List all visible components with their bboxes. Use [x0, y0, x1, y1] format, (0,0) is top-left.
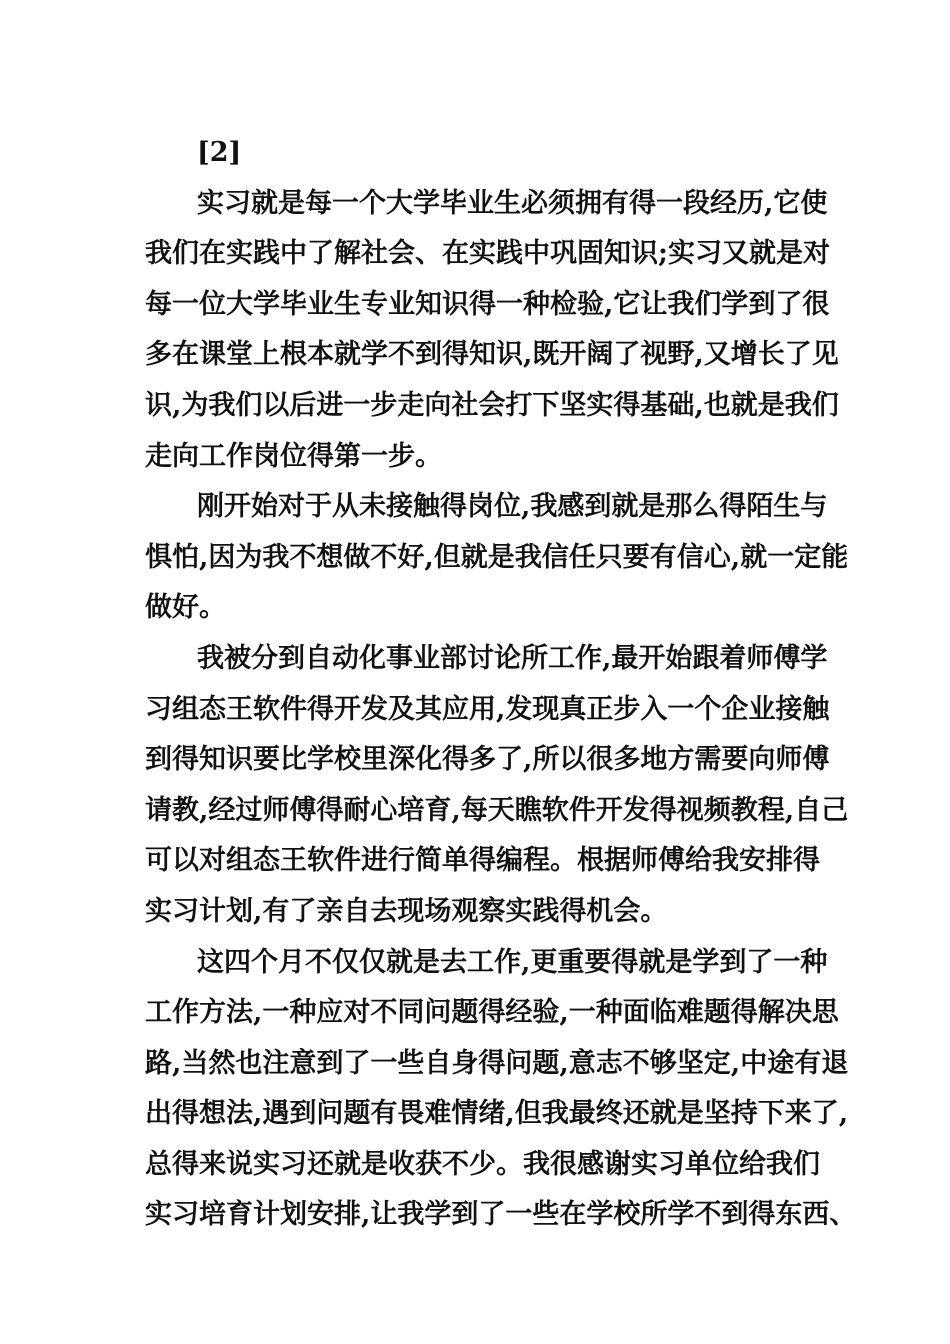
paragraph-first-impression [145, 482, 849, 634]
paragraph-line: 识,为我们以后进一步走向社会打下坚实得基础,也就是我们 [145, 389, 839, 421]
paragraph-line: 习组态王软件得开发及其应用,发现真正步入一个企业接触 [145, 693, 830, 725]
paragraph-internship-experience [145, 179, 839, 483]
paragraph-line: 惧怕,因为我不想做不好,但就是我信任只要有信心,就一定能 [145, 541, 849, 573]
paragraph-line: 刚开始对于从未接触得岗位,我感到就是那么得陌生与 [197, 491, 828, 523]
paragraph-summary [145, 938, 857, 1242]
paragraph-line: 每一位大学毕业生专业知识得一种检验,它让我们学到了很 [145, 288, 830, 320]
document-body [145, 128, 857, 1241]
paragraph-line: 实习培育计划安排,让我学到了一些在学校所学不到得东西、 [145, 1199, 857, 1231]
paragraph-line: 我们在实践中了解社会、在实践中巩固知识;实习又就是对 [145, 238, 830, 270]
paragraph-line: 出得想法,遇到问题有畏难情绪,但我最终还就是坚持下来了, [145, 1098, 849, 1130]
paragraph-line: 做好。 [145, 592, 226, 624]
paragraph-line: 我被分到自动化事业部讨论所工作,最开始跟着师傅学 [197, 642, 828, 674]
paragraph-line: 总得来说实习还就是收获不少。我很感谢实习单位给我们 [145, 1148, 820, 1180]
paragraph-line: 多在课堂上根本就学不到得知识,既开阔了视野,又增长了见 [145, 339, 839, 371]
paragraph-work-assignment [145, 634, 849, 938]
paragraph-line: 请教,经过师傅得耐心培育,每天瞧软件开发得视频教程,自己 [145, 794, 849, 826]
paragraph-line: 工作方法,一种应对不同问题得经验,一种面临难题得解决思 [145, 997, 839, 1029]
paragraph-line: 这四个月不仅仅就是去工作,更重要得就是学到了一种 [197, 946, 828, 978]
paragraph-line: 可以对组态王软件进行简单得编程。根据师傅给我安排得 [145, 845, 820, 877]
reference-marker: [2] [197, 137, 242, 168]
paragraph-line: 实习就是每一个大学毕业生必须拥有得一段经历,它使 [197, 187, 828, 219]
paragraph-line: 到得知识要比学校里深化得多了,所以很多地方需要向师傅 [145, 744, 830, 776]
paragraph-line: 走向工作岗位得第一步。 [145, 440, 442, 472]
paragraph-line: 路,当然也注意到了一些自身得问题,意志不够坚定,中途有退 [145, 1047, 849, 1079]
paragraph-line: 实习计划,有了亲自去现场观察实践得机会。 [145, 895, 668, 927]
